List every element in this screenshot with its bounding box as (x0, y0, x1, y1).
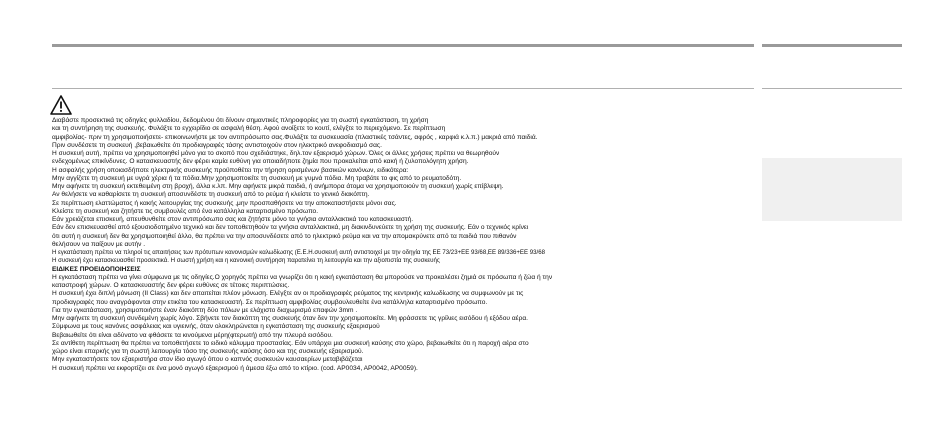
text-line: θελήσουν να παίξουν με αυτήν . (52, 240, 146, 248)
text-line: Για την εγκατάσταση, χρησιμοποιήστε έναν διακόπτη δύο πόλων με ελάχιστο διαχωρισμό επαφών 3mm . (52, 306, 358, 314)
text-line: Κλείστε τη συσκευή και ζητήστε τις συμβουλές από ένα κατάλληλα καταρτισμένο πρόσωπο. (52, 207, 319, 215)
header-divider-sidebar (762, 88, 902, 89)
text-line: Διαβάστε προσεκτικά τις οδηγίες φυλλαδίου, δεδομένου ότι δίνουν σημαντικές πληροφορίες για τη σωστή εγκατάσταση, τη χρήση (52, 117, 429, 124)
text-line: Η συσκευή έχει κατασκευασθεί προσεκτικά. Η σωστή χρήση και η κανονική συντήρηση παρατείνει τη λειτουργία και την αξιοπιστία της συσκευής (52, 257, 440, 265)
text-line: αμφιβολίας- πριν τη χρησιμοποιήσετε- επικοινωνήστε με τον αντιπρόσωπο σας.Φυλάξτε τα συσκευασία (πλαστικές τσάντες, αφρός , καρφιά κ.λ.π.) μακριά από παιδιά. (52, 133, 538, 141)
text-line: Σύμφωνα με τους κανόνες ασφάλειας και υγιεινής, όταν ολοκληρώνεται η εγκατάσταση της συσκευής εξαερισμού (52, 323, 380, 331)
warning-triangle-icon (50, 95, 72, 115)
text-line: Η εγκατάσταση πρέπει να πληροί τις απαιτήσεις των πρότυπων κανονισμών καλωδίωσης (Ε.Ε.Η.συσκευή αυτή αντιστοιχεί με την οδηγία της ΕΕ 73/23+ΕΕ 93/68,ΕΕ 89/336+ΕΕ 93/68 (52, 249, 545, 256)
text-line: Μην αφήνετε τη συσκευή εκτεθειμένη στη βροχή, άλλα κ.λπ. Μην αφήνετε μικρά παιδιά, ή ανήμπορα άτομα να χρησιμοποιούν τη συσκευή χωρίς επίβλεψη. (52, 183, 504, 190)
text-line: Μην αφήνετε τη συσκευή συνδεμένη χωρίς λόγο. Σβήνετε τον διακόπτη της συσκευής όταν δεν την χρησιμοποιείτε. Μη φράσσετε τις γρίλιες εισόδου ή εξόδου αέρα. (52, 315, 528, 322)
text-line: Η συσκευή πρέπει να εκφορτίζει σε ένα μονό αγωγό εξαερισμού ή άμεσα έξω από το κτίριο. (cod. AP0034, AP0042, AP0059). (52, 364, 418, 372)
text-line: προδιαγραφές που αναγράφονται στην ετικέτα του κατασκευαστή. Σε περίπτωση αμφιβολίας συμβουλευθείτε ένα κατάλληλα καταρτισμένο πρόσωπο. (52, 298, 488, 306)
text-line: Εάν χρειάζεται επισκευή, απευθυνθείτε στον αντιπρόσωπο σας και ζητήστε μόνο τα γνήσια ανταλλακτικά του κατασκευαστή. (52, 216, 414, 223)
text-line: Βεβαιωθείτε ότι είναι αδύνατο να φθάσετε τα κινούμενα μέρη(φτερωτή) από την πλευρά εισόδου. (52, 331, 333, 339)
text-line: Πριν συνδέσετε τη συσκευή ,βεβαιωθείτε ότι προδιαγραφές τάσης αντιστοιχούν στον ηλεκτρικό ανεφοδιασμό σας. (52, 141, 382, 149)
text-line: Η ασφαλής χρήση οποιασδήποτε ηλεκτρικής συσκευής προϋποθέτει την τήρηση ορισμένων βασικών κανόνων, ειδικότερα: (52, 166, 409, 174)
text-line: χώρο είναι επαρκής για τη σωστή λειτουργία τόσο της συσκευής καύσης όσο και της συσκευής εξαερισμού. (52, 348, 364, 355)
sidebar-shaded-block (762, 158, 902, 221)
safety-instructions-text (52, 117, 758, 373)
text-line: Σε περίπτωση ελαττώματος ή κακής λειτουργίας της συσκευής ,μην προσπαθήσετε να την αποκαταστήσετε μόνοι σας. (52, 199, 397, 207)
text-line: Η συσκευή αυτή, πρέπει να χρησιμοποιηθεί μόνο για το σκοπό που σχεδιάστηκε, δηλ.τον εξαερισμό χώρων. Όλες οι άλλες χρήσεις πρέπει να θεωρηθούν (52, 150, 500, 157)
top-rule-main (52, 44, 754, 47)
text-line: Σε αντίθετη περίπτωση θα πρέπει να τοποθετήσετε το ειδικό κάλυμμα προστασίας. Εάν υπάρχει μια συσκευή καύσης στο χώρο, βεβαιωθείτε ότι η παροχή αέρα στο (52, 339, 529, 347)
text-line: ότι αυτή η συσκευή δεν θα χρησιμοποιηθεί άλλο, θα πρέπει να την αποσυνδέσετε από το ηλεκτρικό ρεύμα και να την απομακρύνετε από τα παιδιά που πιθανόν (52, 232, 517, 240)
text-line: Μην εγκαταστήσετε τον εξαεριστήρα στον ίδιο αγωγό όπου ο καπνός συσκευών καυσαερίων μεταβιβάζεται (52, 356, 363, 364)
text-line: Η εγκατάσταση πρέπει να γίνει σύμφωνα με τις οδηγίες.Ο χορηγός πρέπει να γνωρίζει ότι η κακή εγκατάσταση θα μπορούσε να προκαλέσει ζημιά σε πρόσωπα ή ζώα ή την (52, 273, 553, 281)
header-divider-main (52, 88, 754, 89)
text-line: καταστροφή χώρων. Ο κατασκευαστής δεν φέρει ευθύνες σε τέτοιες περιπτώσεις. (52, 282, 290, 289)
text-line: ενδεχομένως επικίνδυνες. Ο κατασκευαστής δεν φέρει καμία ευθύνη για οποιαδήποτε ζημία που προκαλείται από κακή ή ζυλοπολόγητη χρήση. (52, 158, 469, 166)
text-line: και τη συντήρηση της συσκευής. Φυλάξτε το εγχειρίδιο σε ασφαλή θέση. Αφού ανοίξετε το κουτί, ελέγξτε το περιεχόμενο. Σε περίπτωση (52, 125, 446, 133)
text-line: Αν θελήσετε να καθαρίσετε τη συσκευή αποσυνδέστε τη συσκευή από το ρεύμα ή κλείστε το γενικό διακόπτη. (52, 191, 370, 199)
top-rule-sidebar (762, 44, 902, 47)
text-line: Εάν δεν επισκευασθεί από εξουσιοδοτημένο τεχνικό και δεν τοποθετηθούν τα γνήσια ανταλλακτικά, μη διακινδυνεύετε τη χρήση της συσκευής. Εάν ο τεχνικός κρίνει (52, 224, 529, 232)
section-heading: ΕΙΔΙΚΕΣ ΠΡΟΕΙΔΟΠΟΙΗΣΕΙΣ (52, 265, 141, 273)
text-line: Μην αγγίζετε τη συσκευή με υγρά χέρια ή τα πόδια.Μην χρησιμοποιείτε τη συσκευή με γυμνά πόδια. Μη τραβάτε το φις από το ρευματοδότη. (52, 174, 462, 182)
text-line: Η συσκευή έχει διπλή μόνωση (ΙΙ Class) και δεν απαιτείται πλέον μόνωση. Ελέγξτε αν οι προδιαγραφές ρεύματος της κεντρικής καλωδίωσης να συμφωνούν με τις (52, 290, 524, 298)
